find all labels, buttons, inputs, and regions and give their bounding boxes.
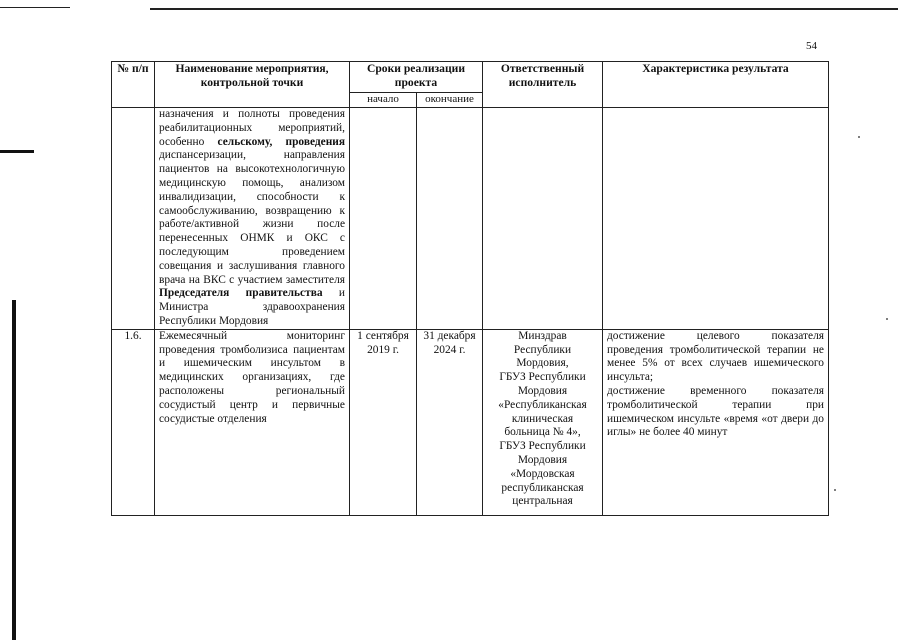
continued-text-2: диспансеризации, направления пациентов на высокотехнологичную медицинскую помощь, анализом инвалидизации, способности к самообслуживанию, возвращению к работе/активной жизни после перенесенных ОНМК и ОКС с последующим проведением совещания и заслушивания главного врача на ВКС с участием заместителя (159, 149, 345, 286)
responsible-line: «Мордовская (510, 467, 575, 480)
responsible-line: республиканская (501, 481, 584, 494)
header-start: начало (350, 93, 417, 108)
cell-end: 31 декабря 2024 г. (417, 329, 483, 515)
result-item-2: достижение временного показателя тромболитической терапии при ишемическом инсульте «время «от двери до иглы» не более 40 минут (607, 384, 824, 439)
scan-speck (858, 136, 860, 138)
continued-bold-2: Председателя правительства (159, 287, 323, 300)
continued-text-3: и Министра здравоохранения Республики Мордовия (159, 287, 345, 327)
responsible-line: Республики (513, 343, 572, 356)
cell-result (603, 329, 829, 515)
cell-result-empty (603, 108, 829, 330)
cell-num-empty (112, 108, 155, 330)
responsible-line: «Республиканская (498, 398, 587, 411)
table-row (112, 329, 829, 515)
page-number: 54 (806, 40, 817, 52)
cell-num: 1.6. (112, 329, 155, 515)
responsible-line: больница № 4», (504, 426, 581, 439)
cell-start-empty (350, 108, 417, 330)
responsible-line: Мордовия (517, 384, 568, 397)
responsible-line: центральная (512, 495, 573, 508)
header-num: № п/п (112, 62, 155, 108)
cell-responsible (483, 329, 603, 515)
responsible-line: Мордовия (517, 453, 568, 466)
header-responsible: Ответственный исполнитель (483, 62, 603, 108)
scan-edge-line (12, 300, 16, 640)
responsible-line: Минздрав (518, 329, 567, 342)
continued-bold-1: сельскому, проведения (217, 135, 346, 148)
cell-responsible-empty (483, 108, 603, 330)
continued-text-1: назначения и полноты проведения реабилитационных мероприятий, особенно (159, 108, 345, 148)
header-end: окончание (417, 93, 483, 108)
header-timing: Сроки реализации проекта (350, 62, 483, 93)
responsible-line: ГБУЗ Республики (499, 440, 586, 453)
cell-name-continued (155, 108, 350, 330)
responsible-line: ГБУЗ Республики (499, 371, 586, 384)
result-item-1: достижение целевого показателя проведения тромболитической терапии не менее 5% от всех случаев ишемического инсульта; (607, 329, 824, 384)
table-row-continued (112, 108, 829, 330)
top-rule-left (0, 7, 70, 8)
cell-end-empty (417, 108, 483, 330)
responsible-line: Мордовия, (516, 357, 569, 370)
header-name: Наименование мероприятия, контрольной точки (155, 62, 350, 108)
responsible-line: клиническая (511, 412, 574, 425)
scan-mark (0, 150, 34, 153)
top-rule (150, 8, 898, 10)
project-table (111, 61, 829, 516)
scan-speck (886, 318, 888, 320)
header-result: Характеристика результата (603, 62, 829, 108)
cell-start: 1 сентября 2019 г. (350, 329, 417, 515)
scan-speck (834, 489, 836, 491)
cell-name: Ежемесячный мониторинг проведения тромболизиса пациентам и ишемическим инсультом в медицинских организациях, где расположены региональный сосудистый центр и первичные сосудистые отделения (155, 329, 350, 515)
